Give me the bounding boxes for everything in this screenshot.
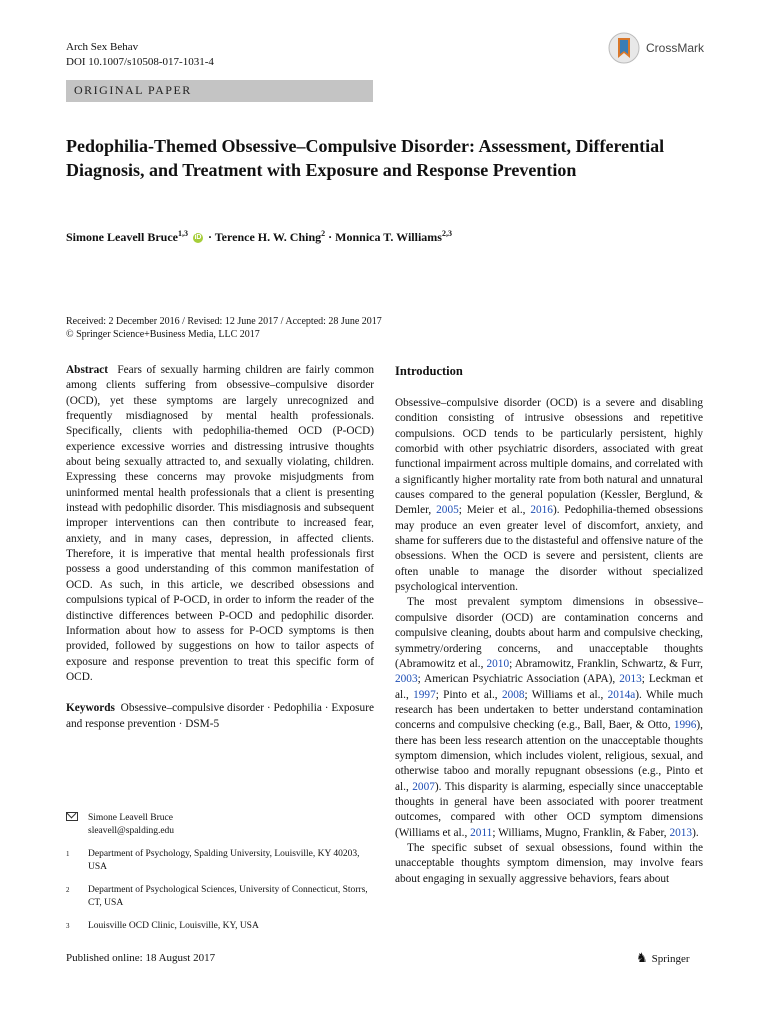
citation-link[interactable]: 2013 [619,673,642,686]
citation-link[interactable]: 2007 [412,780,435,793]
paragraph-text: ; Leckman et al., [395,673,704,701]
paragraph-text: ). While much research has been undertaken to better understand contamination concerns and compulsive checking (e.g., Ball, Baer, & Otto, [395,688,703,732]
paragraph-text: ). This disparity is alarming, especially since unacceptable thoughts in general have been associated with poorer treatment outcomes, compared with other OCD symptom dimensions (Williams et al., [395,780,703,839]
springer-horse-icon: ♞ [636,950,648,965]
envelope-icon [66,812,78,821]
copyright: © Springer Science+Business Media, LLC 2017 [66,329,260,340]
doi[interactable]: DOI 10.1007/s10508-017-1031-4 [66,56,214,68]
author-separator: · [328,230,336,244]
keywords-label: Keywords [66,702,115,715]
journal-name: Arch Sex Behav [66,41,139,53]
corresponding-name: Simone Leavell Bruce [88,813,173,823]
affiliation [66,884,374,910]
affiliation-text: Louisville OCD Clinic, Louisville, KY, USA [88,921,259,931]
abstract-section [66,363,374,732]
citation-link[interactable]: 2010 [486,657,510,670]
paragraph-text: Obsessive–compulsive disorder (OCD) is a severe and disabling condition consisting of intrusive obsessions and repetitive compulsions. OCD tends to be particularly persistent, highly comorbid with other psychiatric disorders, associated with great functional impairment across multiple domains, and correlated with a significantly higher mortality rate from both natural and unnatural causes compared to the general population (Kessler, Berglund, & Demler, [395,397,703,517]
published-online: Published online: 18 August 2017 [66,952,216,964]
citation-link[interactable]: 1997 [413,688,436,701]
paragraph-text: ), there has been less research attention on the unacceptable thoughts symptom dimension, which includes violent, religious, sexual, and otherwise taboo and morally repugnant obsessions (e.g., Pinto et al., [395,719,703,793]
paragraph-text: The most prevalent symptom dimensions in obsessive–compulsive disorder (OCD) are contamination concerns and compulsive cleaning, doubts about harm and compulsive checking, symmetry/ordering concerns, and unacceptable thoughts (Abramowitz et al., [395,596,703,670]
affiliation [66,848,374,874]
abstract-text: Fears of sexually harming children are fairly common among clients suffering from obsessive–compulsive disorder (OCD), yet these symptoms are largely unrecognized and frequently misdiagnosed by mental health professionals. Specifically, clients with pedophilia-themed OCD (P-OCD) experience excessive worries and distressing intrusive thoughts about being sexually attracted to, and sexually violating, children. Expressing these concerns may provoke misjudgments from uninformed mental health professionals that a client is presenting instead with pedophilic disorder. This misdiagnosis and subsequent improper interventions can then contribute to increased fear, anxiety, and in many cases, depression, in affected clients. Therefore, it is imperative that mental health professionals first possess a good understanding of this common manifestation of OCD. As such, in this article, we described obsessions and compulsions typical of P-OCD, in order to inform the reader of the distinctive differences between P-OCD and pedophilic disorder. Information about how to assess for P-OCD symptoms is then provided, followed by suggestions on how to tailor aspects of exposure and response prevention to treat this specific form of OCD. [66,364,374,683]
paragraph-text: ; Williams, Mugno, Franklin, & Faber, [492,826,670,839]
corresponding-email[interactable]: sleavell@spalding.edu [88,826,175,836]
affiliation-text: Department of Psychology, Spalding University, Louisville, KY 40203, USA [88,849,360,872]
citation-link[interactable]: 2003 [395,673,418,686]
crossmark-icon [608,32,640,64]
citation-link[interactable]: 2008 [501,688,525,701]
author-affiliation: 2,3 [441,229,452,238]
crossmark-label: CrossMark [646,41,705,55]
publisher-logo [636,950,690,966]
section-label-bar [66,80,373,102]
footnotes [66,812,374,943]
paragraph-text: ; Williams et al., [524,688,608,701]
affiliation-number: 1 [66,850,70,858]
article-title: Pedophilia-Themed Obsessive–Compulsive Disorder: Assessment, Differential Diagnosis, and Treatment with Exposure and Response Prevention [66,136,665,180]
citation-link[interactable]: 2014a [607,688,636,701]
affiliation [66,920,374,933]
paragraph-text: ; Pinto et al., [435,688,502,701]
affiliation-number: 3 [66,922,70,930]
section-label: ORIGINAL PAPER [74,83,192,97]
article-dates [66,315,382,341]
abstract-label: Abstract [66,364,109,376]
author-list [66,226,666,245]
author-affiliation: 1,3 [177,229,188,238]
keywords-text: Obsessive–compulsive disorder · Pedophilia · Exposure and response prevention · DSM-5 [66,702,374,730]
author-name[interactable]: Monnica T. Williams [335,230,442,244]
citation-link[interactable]: 2011 [470,826,493,839]
section-heading-introduction: Introduction [395,364,463,378]
author-name[interactable]: Simone Leavell Bruce [66,230,178,244]
orcid-icon[interactable]: iD [194,234,202,242]
crossmark-badge[interactable] [608,32,708,66]
paragraph-text: ; Abramowitz, Franklin, Schwartz, & Furr, [509,657,703,670]
corresponding-author [66,812,374,838]
paragraph: The specific subset of sexual obsessions, found within the unacceptable thoughts symptom dimension, may involve fears about engaging in sexually aggressive behaviors, fears about [395,841,703,885]
journal-header [66,40,214,70]
keywords [66,701,374,732]
abstract [66,363,374,685]
history-dates: Received: 2 December 2016 / Revised: 12 June 2017 / Accepted: 28 June 2017 [66,316,382,327]
author-affiliation: 2 [321,229,326,238]
citation-link[interactable]: 2013 [669,826,693,839]
paragraph [395,595,703,841]
paragraph-text: ). Pedophilia-themed obsessions may produce an even greater level of discomfort, anxiety, and shame for sufferers due to the distasteful and offensive nature of the obsessions. When the OCD is severe and persistent, clients are often unable to manage the disorder without specialized psychological intervention. [395,504,703,594]
citation-link[interactable]: 1996 [673,719,697,732]
author-separator: · [207,230,215,244]
paragraph-text: ; American Psychiatric Association (APA), [417,673,620,686]
citation-link[interactable]: 2005 [436,504,459,517]
publisher-name: Springer [651,953,690,965]
citation-link[interactable]: 2016 [530,504,553,517]
author-name[interactable]: Terence H. W. Ching [214,230,322,244]
affiliation-text: Department of Psychological Sciences, University of Connecticut, Storrs, CT, USA [88,885,368,908]
paragraph [395,396,703,595]
affiliation-number: 2 [66,886,70,894]
paragraph-text: ). [692,826,699,839]
introduction-body [395,396,703,887]
paragraph-text: ; Meier et al., [458,504,531,517]
